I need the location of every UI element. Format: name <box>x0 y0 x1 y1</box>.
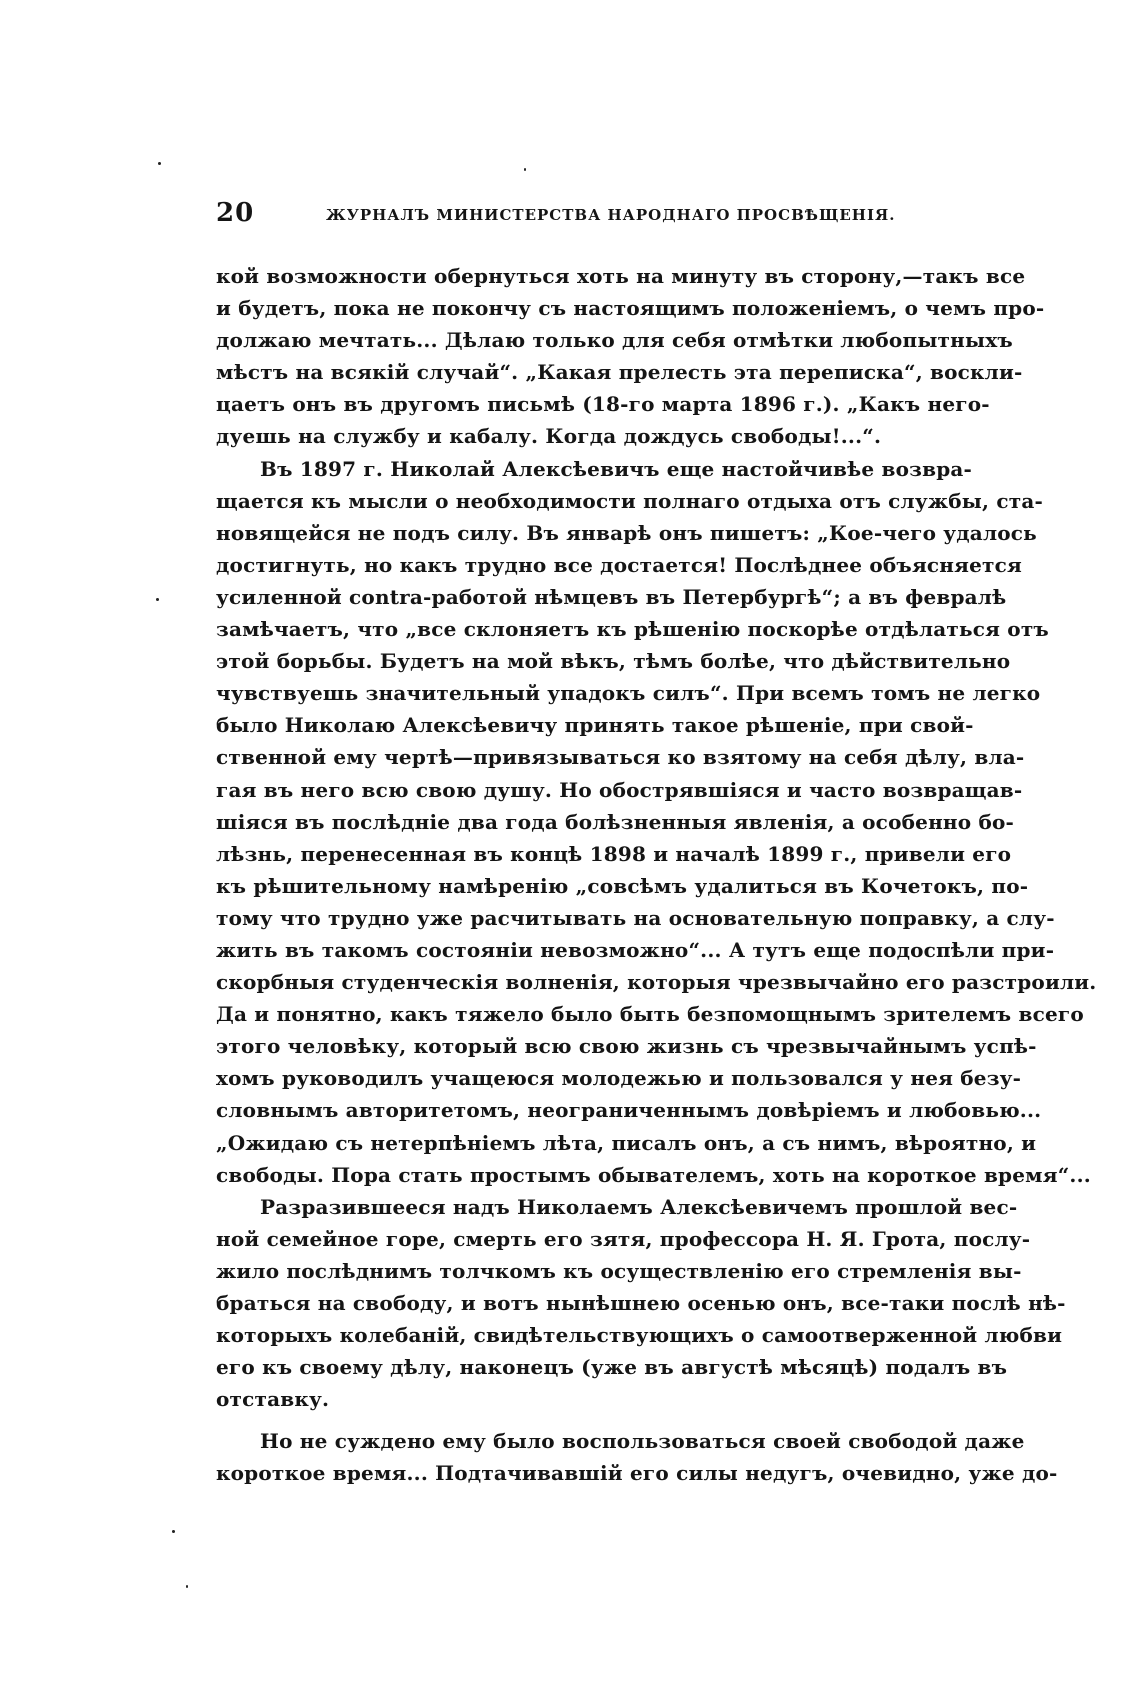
paragraph <box>216 1425 1058 1489</box>
text-line: Въ 1897 г. Николай Алексѣевичъ еще настойчивѣе возвра- <box>260 456 973 481</box>
text-line: хомъ руководилъ учащеюся молодежью и пользовался у нея безу- <box>216 1066 1022 1091</box>
text-line: „Ожидаю съ нетерпѣніемъ лѣта, писалъ онъ, а съ нимъ, вѣроятно, и <box>216 1130 1037 1155</box>
text-line: короткое время... Подтачивавшій его силы недугъ, очевидно, уже до- <box>216 1461 1058 1486</box>
text-line: чувствуешь значительный упадокъ силъ“. При всемъ томъ не легко <box>216 681 1041 706</box>
scan-speck <box>524 168 526 171</box>
paragraph <box>216 453 1097 1191</box>
text-line: цаетъ онъ въ другомъ письмѣ (18-го марта 1896 г.). „Какъ него- <box>216 392 990 417</box>
text-line: жило послѣднимъ толчкомъ къ осуществленію его стремленія вы- <box>216 1258 1022 1283</box>
text-line: свободы. Пора стать простымъ обывателемъ, хоть на короткое время“... <box>216 1162 1091 1187</box>
paragraph <box>216 260 1045 453</box>
text-line: къ рѣшительному намѣренію „совсѣмъ удалиться въ Кочетокъ, по- <box>216 873 1029 898</box>
text-line: гая въ него всю свою душу. Но обострявшіяся и часто возвращав- <box>216 777 1023 802</box>
text-line: щается къ мысли о необходимости полнаго отдыха отъ службы, ста- <box>216 488 1043 513</box>
text-line: должаю мечтать... Дѣлаю только для себя отмѣтки любопытныхъ <box>216 328 1013 353</box>
scan-speck <box>156 598 159 601</box>
text-line: было Николаю Алексѣевичу принять такое рѣшеніе, при свой- <box>216 713 974 738</box>
text-line: мѣстъ на всякій случай“. „Какая прелесть эта переписка“, воскли- <box>216 360 1023 385</box>
text-line: Но не суждено ему было воспользоваться своей свободой даже <box>260 1429 1025 1454</box>
scan-speck <box>172 1530 175 1533</box>
text-line: замѣчаетъ, что „все склоняетъ къ рѣшенію поскорѣе отдѣлаться отъ <box>216 617 1049 642</box>
text-line: шіяся въ послѣдніе два года болѣзненныя явленія, а особенно бо- <box>216 809 1015 834</box>
text-line: усиленной contra-работой нѣмцевъ въ Петербургѣ“; а въ февралѣ <box>216 584 1007 609</box>
text-line: Да и понятно, какъ тяжело было быть безпомощнымъ зрителемъ всего <box>216 1002 1084 1027</box>
running-head: ЖУРНАЛЪ МИНИСТЕРСТВА НАРОДНАГО ПРОСВѢЩЕНІЯ. <box>326 206 896 224</box>
text-line: тому что трудно уже расчитывать на основательную поправку, а слу- <box>216 905 1055 930</box>
text-line: достигнуть, но какъ трудно все достается! Послѣднее объясняется <box>216 552 1022 577</box>
text-line: ственной ему чертѣ—привязываться ко взятому на себя дѣлу, вла- <box>216 745 1025 770</box>
scan-speck <box>158 162 161 165</box>
page-header <box>216 196 924 236</box>
text-line: Разразившееся надъ Николаемъ Алексѣевичемъ прошлой вес- <box>260 1194 1018 1219</box>
text-line: новящейся не подъ силу. Въ январѣ онъ пишетъ: „Кое-чего удалось <box>216 520 1037 545</box>
paragraph <box>216 1191 1066 1416</box>
text-line: отставку. <box>216 1387 330 1412</box>
paragraph-spacing <box>216 1415 924 1425</box>
text-line: жить въ такомъ состояніи невозможно“... А тутъ еще подоспѣли при- <box>216 937 1055 962</box>
text-line: этого человѣку, который всю свою жизнь съ чрезвычайнымъ успѣ- <box>216 1034 1037 1059</box>
text-line: ной семейное горе, смерть его зятя, профессора Н. Я. Грота, послу- <box>216 1226 1031 1251</box>
page-number: 20 <box>216 198 255 228</box>
text-line: скорбныя студенческія волненія, которыя чрезвычайно его разстроили. <box>216 970 1097 995</box>
scan-speck <box>186 1585 188 1588</box>
text-line: этой борьбы. Будетъ на мой вѣкъ, тѣмъ болѣе, что дѣйствительно <box>216 649 1011 674</box>
text-line: его къ своему дѣлу, наконецъ (уже въ августѣ мѣсяцѣ) подалъ въ <box>216 1355 1008 1380</box>
text-line: дуешь на службу и кабалу. Когда дождусь свободы!...“. <box>216 424 882 449</box>
text-line: и будетъ, пока не покончу съ настоящимъ положеніемъ, о чемъ про- <box>216 296 1045 321</box>
text-line: браться на свободу, и вотъ нынѣшнею осенью онъ, все-таки послѣ нѣ- <box>216 1291 1066 1315</box>
text-line: которыхъ колебаній, свидѣтельствующихъ о самоотверженной любви <box>216 1323 1063 1348</box>
text-line: лѣзнь, перенесенная въ концѣ 1898 и началѣ 1899 г., привели его <box>216 841 1012 866</box>
text-line: кой возможности обернуться хоть на минуту въ сторону,—такъ все <box>216 264 1026 288</box>
body-text <box>216 260 1097 1490</box>
text-line: словнымъ авторитетомъ, неограниченнымъ довѣріемъ и любовью... <box>216 1098 1042 1123</box>
